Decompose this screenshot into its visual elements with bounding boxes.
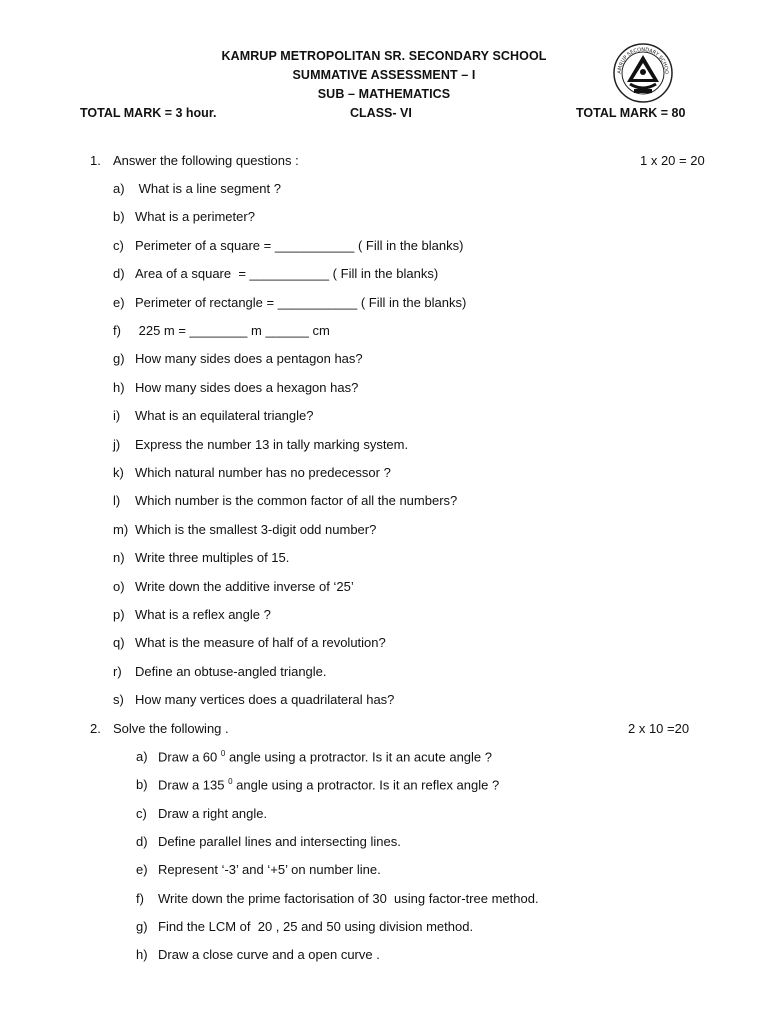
question-title: Solve the following . bbox=[113, 721, 229, 736]
school-name: KAMRUP METROPOLITAN SR. SECONDARY SCHOOL bbox=[221, 49, 547, 63]
item-label: j) bbox=[113, 436, 121, 452]
item-label: q) bbox=[113, 635, 125, 651]
item-text bbox=[158, 834, 401, 849]
item-label: a) bbox=[136, 749, 148, 764]
item-text: What is the measure of half of a revolution? bbox=[135, 635, 386, 651]
item-text bbox=[158, 777, 499, 792]
item-label: m) bbox=[113, 521, 129, 537]
item-label: h) bbox=[136, 947, 148, 963]
item-label: l) bbox=[113, 493, 121, 509]
item-label: b) bbox=[136, 777, 148, 793]
item-text bbox=[158, 806, 267, 821]
question-number: 2. bbox=[90, 721, 101, 736]
item-text-main: Represent ‘-3’ and ‘+5’ on number line. bbox=[158, 862, 381, 878]
item-label: b) bbox=[113, 209, 125, 225]
item-text-main: Draw a 135 bbox=[158, 777, 229, 793]
item-text: What is a perimeter? bbox=[135, 209, 255, 225]
item-label: f) bbox=[113, 323, 121, 338]
degree-superscript: 0 bbox=[220, 749, 226, 758]
item-label: i) bbox=[113, 408, 121, 424]
item-label: d) bbox=[136, 833, 148, 849]
item-text-main: Define parallel lines and intersecting lines. bbox=[158, 833, 401, 849]
question-1-header bbox=[0, 153, 768, 171]
time-label: TOTAL MARK = 3 hour. bbox=[80, 106, 217, 120]
seal-ring-text: AMRUP SECONDARY SCHOO bbox=[616, 46, 670, 75]
item-label: s) bbox=[113, 692, 124, 708]
question-marks: 2 x 10 =20 bbox=[628, 721, 690, 736]
item-label: c) bbox=[136, 805, 147, 821]
item-label: n) bbox=[113, 550, 125, 566]
total-mark-label: TOTAL MARK = 80 bbox=[576, 106, 686, 120]
item-label: g) bbox=[136, 918, 148, 934]
item-text: Area of a square = ___________ ( Fill in the blanks) bbox=[135, 266, 439, 282]
item-text: Define an obtuse-angled triangle. bbox=[135, 663, 327, 679]
item-text: Which number is the common factor of all the numbers? bbox=[135, 493, 458, 509]
subject-title: SUB – MATHEMATICS bbox=[317, 87, 451, 101]
school-seal-icon bbox=[612, 42, 674, 104]
item-text: Express the number 13 in tally marking system. bbox=[135, 436, 409, 452]
item-label: f) bbox=[136, 890, 144, 906]
item-text: Which natural number has no predecessor ? bbox=[135, 465, 391, 480]
item-text: How many sides does a hexagon has? bbox=[135, 379, 359, 395]
item-label: d) bbox=[113, 266, 125, 282]
item-label: k) bbox=[113, 465, 124, 480]
question-marks: 1 x 20 = 20 bbox=[640, 153, 705, 168]
item-text: Which is the smallest 3-digit odd number? bbox=[135, 521, 377, 537]
item-label: r) bbox=[113, 663, 122, 679]
item-label: p) bbox=[113, 607, 125, 622]
item-text bbox=[158, 947, 380, 962]
item-label: o) bbox=[113, 578, 125, 594]
item-text: What is a line segment ? bbox=[135, 181, 281, 196]
item-label: a) bbox=[113, 181, 125, 196]
degree-superscript: 0 bbox=[228, 777, 233, 787]
item-text: How many vertices does a quadrilateral has? bbox=[135, 692, 395, 708]
question-title: Answer the following questions : bbox=[113, 153, 299, 168]
item-text bbox=[158, 862, 381, 877]
item-label: h) bbox=[113, 379, 125, 395]
class-label: CLASS- VI bbox=[350, 106, 412, 120]
item-text bbox=[158, 749, 492, 764]
item-label: g) bbox=[113, 351, 125, 367]
item-text-rest: angle using a protractor. Is it an reflex angle ? bbox=[232, 777, 500, 793]
question-number: 1. bbox=[90, 153, 101, 168]
item-text bbox=[158, 891, 539, 906]
item-text: What is an equilateral triangle? bbox=[135, 408, 314, 424]
item-text: How many sides does a pentagon has? bbox=[135, 351, 363, 367]
item-text: Write down the additive inverse of ‘25’ bbox=[135, 578, 354, 594]
item-text-main: Draw a close curve and a open curve . bbox=[158, 947, 380, 963]
item-label: e) bbox=[136, 862, 148, 878]
item-text: What is a reflex angle ? bbox=[135, 607, 271, 622]
item-text: Write three multiples of 15. bbox=[135, 550, 290, 566]
assessment-title: SUMMATIVE ASSESSMENT – I bbox=[292, 68, 476, 82]
item-text: Perimeter of a square = ___________ ( Fill in the blanks) bbox=[135, 237, 464, 253]
item-text: 225 m = ________ m ______ cm bbox=[135, 323, 330, 338]
item-text-main: Draw a 60 bbox=[158, 749, 221, 765]
question-2-header bbox=[0, 721, 768, 739]
item-text-main: Write down the prime factorisation of 30 using factor-tree method. bbox=[158, 890, 539, 906]
item-label: e) bbox=[113, 294, 125, 310]
item-label: c) bbox=[113, 237, 124, 253]
item-text-main: Find the LCM of 20 , 25 and 50 using division method. bbox=[158, 918, 474, 934]
item-text-main: Draw a right angle. bbox=[158, 805, 268, 821]
item-text bbox=[158, 919, 473, 934]
item-text-rest: angle using a protractor. Is it an acute angle ? bbox=[225, 749, 492, 765]
item-text: Perimeter of rectangle = ___________ ( Fill in the blanks) bbox=[135, 294, 467, 310]
